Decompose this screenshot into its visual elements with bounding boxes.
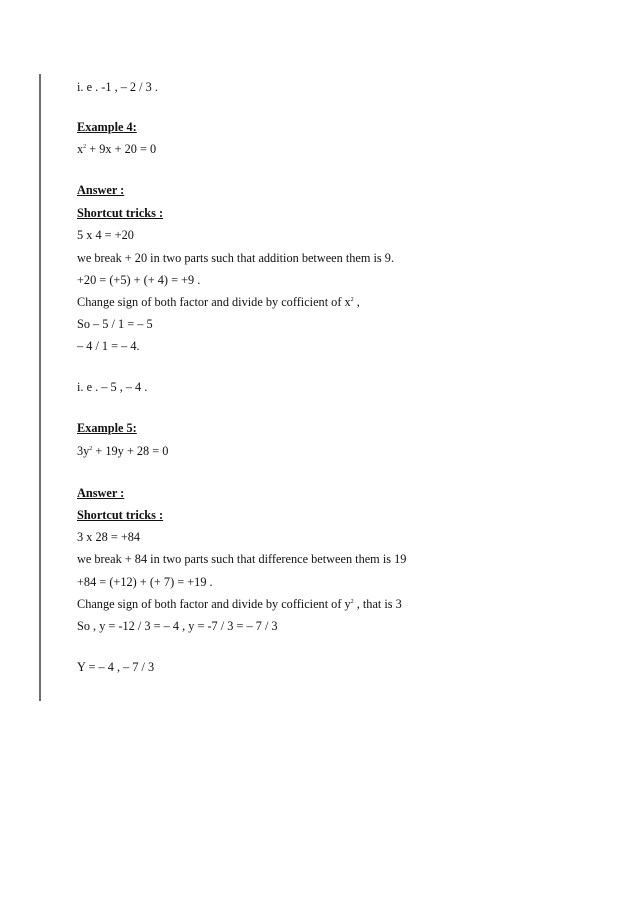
step-text: we break + 84 in two parts such that difference between them is 19 xyxy=(77,552,407,566)
shortcut-heading-5 xyxy=(77,508,163,522)
step-4-1 xyxy=(77,228,134,242)
answer-heading-4 xyxy=(77,183,124,197)
equation-text: x xyxy=(77,142,84,156)
exponent: 2 xyxy=(350,599,354,605)
exponent: 2 xyxy=(350,297,354,303)
heading-text: Example 4: xyxy=(77,120,137,134)
equation-5 xyxy=(77,444,168,458)
step-text: Change sign of both factor and divide by cofficient of y xyxy=(77,597,351,611)
margin-rule xyxy=(39,74,41,701)
step-text: Change sign of both factor and divide by cofficient of x xyxy=(77,295,351,309)
step-5-2 xyxy=(77,552,406,566)
step-5-3 xyxy=(77,575,213,589)
equation-text: 3y xyxy=(77,444,90,458)
heading-text: Example 5: xyxy=(77,421,137,435)
step-rest: , xyxy=(353,295,360,309)
answer-heading-5 xyxy=(77,486,124,500)
example-5-heading xyxy=(77,421,137,435)
result-line-4 xyxy=(77,380,147,394)
step-text: So – 5 / 1 = – 5 xyxy=(77,317,153,331)
equation-4 xyxy=(77,142,156,156)
equation-rest: + 19y + 28 = 0 xyxy=(92,444,169,458)
step-text: 3 x 28 = +84 xyxy=(77,530,141,544)
step-5-4 xyxy=(77,597,402,611)
step-4-2 xyxy=(77,251,394,265)
step-rest: , that is 3 xyxy=(353,597,402,611)
result-text: i. e . -1 , – 2 / 3 . xyxy=(77,80,158,94)
step-4-3 xyxy=(77,273,200,287)
step-4-6 xyxy=(77,339,140,353)
heading-text: Shortcut tricks : xyxy=(77,206,164,220)
result-line-5 xyxy=(77,660,154,674)
result-line-1 xyxy=(77,80,158,94)
exponent: 2 xyxy=(89,446,93,452)
step-4-5 xyxy=(77,317,153,331)
exponent: 2 xyxy=(83,144,87,150)
step-text: +20 = (+5) + (+ 4) = +9 . xyxy=(77,273,201,287)
heading-text: Shortcut tricks : xyxy=(77,508,164,522)
step-text: +84 = (+12) + (+ 7) = +19 . xyxy=(77,575,213,589)
result-text: i. e . – 5 , – 4 . xyxy=(77,380,148,394)
step-5-5 xyxy=(77,619,278,633)
example-4-heading xyxy=(77,120,137,134)
step-text: – 4 / 1 = – 4. xyxy=(77,339,140,353)
heading-text: Answer : xyxy=(77,486,125,500)
step-4-4 xyxy=(77,295,360,309)
step-text: 5 x 4 = +20 xyxy=(77,228,134,242)
heading-text: Answer : xyxy=(77,183,125,197)
result-text: Y = – 4 , – 7 / 3 xyxy=(77,660,155,674)
step-text: So , y = -12 / 3 = – 4 , y = -7 / 3 = – 7 / 3 xyxy=(77,619,278,633)
step-text: we break + 20 in two parts such that addition between them is 9. xyxy=(77,251,395,265)
shortcut-heading-4 xyxy=(77,206,163,220)
step-5-1 xyxy=(77,530,140,544)
equation-rest: + 9x + 20 = 0 xyxy=(86,142,157,156)
